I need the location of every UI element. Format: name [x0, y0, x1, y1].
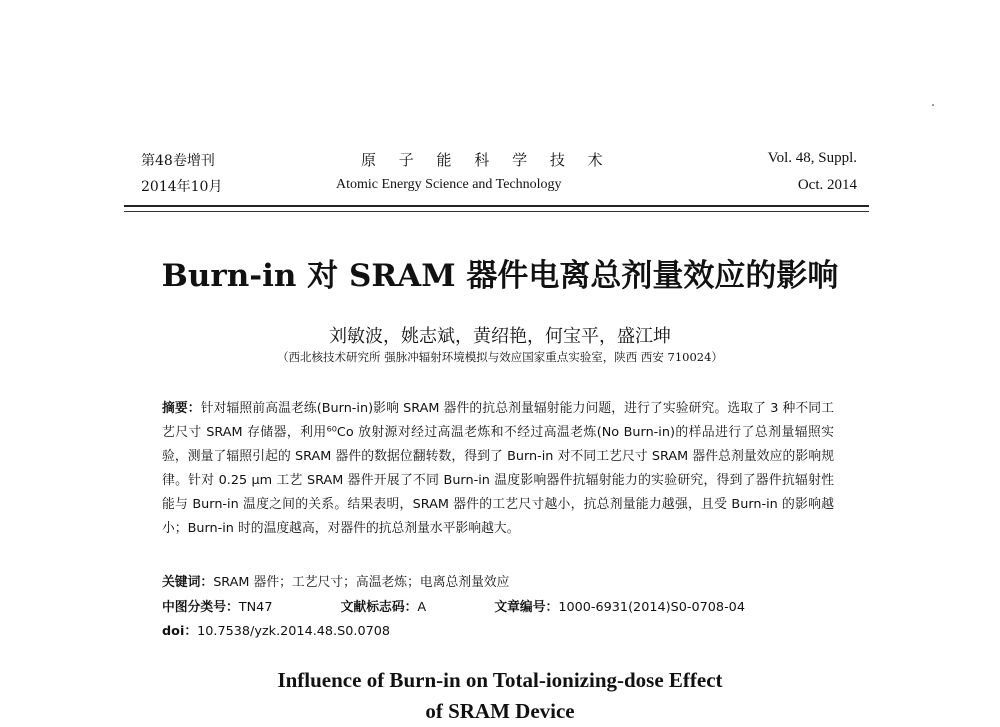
doc-code-label: 文献标志码： [340, 600, 418, 615]
authors: 刘敏波，姚志斌，黄绍艳，何宝平，盛江坤 [329, 326, 671, 347]
doi-line [162, 620, 390, 639]
header-rule-thin [124, 211, 869, 212]
keywords [162, 571, 509, 590]
abstract-text: 针对辐照前高温老练(Burn-in)影响 SRAM 器件的抗总剂量辐射能力问题，进行了实验研究。选取了 3 种不同工艺尺寸 SRAM 存储器，利用⁶⁰Co 放射源对经过高温老炼和不经过高温老炼(No Burn-in)的样品进行了总剂量辐照实验，测量了辐照引起的 SRAM 器件的数据位翻转数，得到了 Burn-in 对不同工艺尺寸 SRAM 器件总剂量效应的影响规律。针对 0.25 μm 工艺 SRAM 器件开展了不同 Burn-in 温度影响器件抗辐射能力的实验研究，得到了器件抗辐射性能与 Burn-in 温度之间的关系。结果表明，SRAM 器件的工艺尺寸越小，抗总剂量能力越强，且受 Burn-in 的影响越小；Burn-in 时的温度越高，对器件的抗总剂量水平影响越大。 [162, 401, 835, 536]
classification-line [162, 596, 745, 615]
article-number-value: 1000-6931(2014)S0-0708-04 [558, 600, 745, 615]
doc-code-value: A [417, 600, 427, 615]
affiliation: （西北核技术研究所 强脉冲辐射环境模拟与效应国家重点实验室，陕西 西安 710024） [277, 350, 723, 364]
english-title-line2: of SRAM Device [425, 699, 575, 723]
date-en: Oct. 2014 [797, 177, 857, 193]
journal-name-cn: 原 子 能 科 学 技 术 [361, 151, 612, 169]
journal-name-en: Atomic Energy Science and Technology [336, 177, 562, 192]
keywords-text: SRAM 器件；工艺尺寸；高温老炼；电离总剂量效应 [213, 575, 510, 590]
header-rule-thick [124, 205, 869, 207]
abstract [162, 397, 834, 541]
article-number-label: 文章编号： [494, 600, 559, 615]
clc-value: TN47 [238, 600, 273, 615]
scan-speck [932, 104, 934, 106]
publication-date: 2014年10月 [141, 179, 223, 195]
english-title-line1: Influence of Burn-in on Total-ionizing-dose Effect [277, 668, 723, 692]
doi-value: 10.7538/yzk.2014.48.S0.0708 [197, 624, 391, 639]
keywords-label: 关键词： [162, 575, 214, 590]
paper-title: Burn-in 对 SRAM 器件电离总剂量效应的影响 [161, 258, 839, 294]
doi-label: doi： [162, 624, 198, 639]
abstract-label: 摘要： [162, 401, 201, 416]
clc-label: 中图分类号： [162, 600, 239, 615]
volume-en: Vol. 48, Suppl. [767, 150, 857, 166]
volume-issue: 第48卷增刊 [141, 153, 215, 169]
